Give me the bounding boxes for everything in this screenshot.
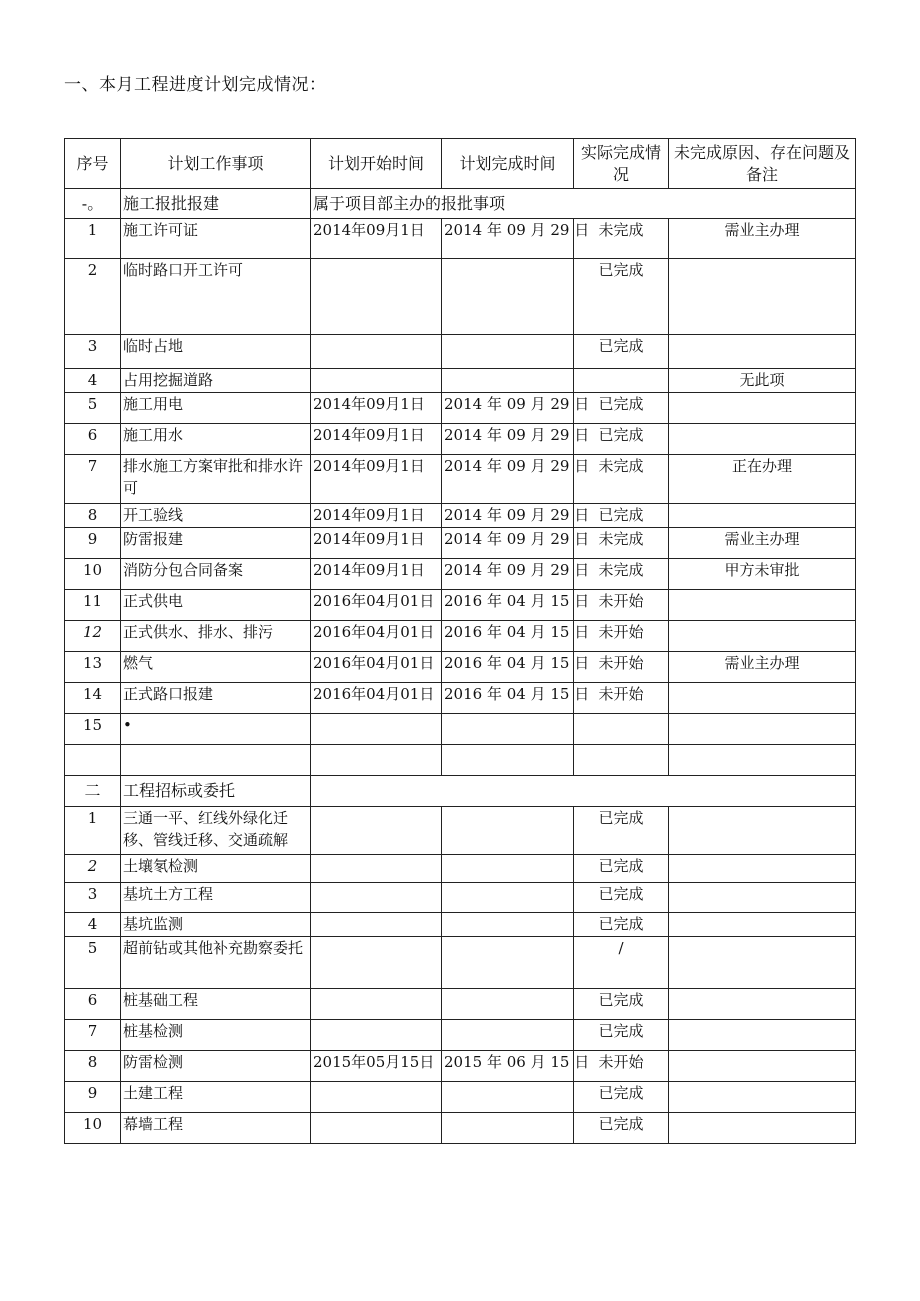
- table-row: [65, 855, 856, 883]
- row-note: [669, 855, 856, 883]
- col-header-note: 未完成原因、存在问题及备注: [669, 139, 856, 189]
- row-start-date: [311, 855, 442, 883]
- row-status: 未开始: [574, 652, 669, 683]
- table-row: [65, 1113, 856, 1144]
- row-item-name: 开工验线: [121, 504, 311, 528]
- row-start-date: 2014年09月1日: [311, 219, 442, 259]
- row-number: 9: [65, 1082, 121, 1113]
- row-number: 11: [65, 590, 121, 621]
- row-status: 已完成: [574, 259, 669, 335]
- row-item-name: 施工许可证: [121, 219, 311, 259]
- row-status: 已完成: [574, 393, 669, 424]
- row-status: 已完成: [574, 504, 669, 528]
- row-note: 正在办理: [669, 455, 856, 504]
- empty-cell: [442, 745, 574, 776]
- row-item-name: 三通一平、红线外绿化迁移、管线迁移、交通疏解: [121, 807, 311, 855]
- row-end-date: 2014 年 09 月 29 日: [442, 559, 574, 590]
- row-end-date: 2014 年 09 月 29 日: [442, 424, 574, 455]
- row-item-name: 防雷检测: [121, 1051, 311, 1082]
- row-note: [669, 393, 856, 424]
- row-note: [669, 424, 856, 455]
- row-item-name: 桩基检测: [121, 1020, 311, 1051]
- row-item-name: 正式供水、排水、排污: [121, 621, 311, 652]
- table-row: [65, 590, 856, 621]
- row-number: 8: [65, 504, 121, 528]
- row-end-date: [442, 989, 574, 1020]
- row-status: 未开始: [574, 683, 669, 714]
- empty-cell: [65, 745, 121, 776]
- row-note: 需业主办理: [669, 652, 856, 683]
- row-item-name: 土壤氡检测: [121, 855, 311, 883]
- row-note: [669, 883, 856, 913]
- row-status: 已完成: [574, 855, 669, 883]
- row-note: [669, 913, 856, 937]
- table-row: [65, 335, 856, 369]
- row-start-date: [311, 714, 442, 745]
- row-status: /: [574, 937, 669, 989]
- row-end-date: [442, 883, 574, 913]
- row-start-date: [311, 807, 442, 855]
- row-status: 未开始: [574, 1051, 669, 1082]
- row-number: 7: [65, 1020, 121, 1051]
- row-number: 14: [65, 683, 121, 714]
- row-end-date: [442, 855, 574, 883]
- table-row: [65, 504, 856, 528]
- row-note: [669, 937, 856, 989]
- row-note: 甲方未审批: [669, 559, 856, 590]
- row-note: [669, 335, 856, 369]
- table-row: [65, 259, 856, 335]
- section2-row: [65, 776, 856, 807]
- empty-cell: [311, 745, 442, 776]
- row-item-name: 超前钻或其他补充勘察委托: [121, 937, 311, 989]
- row-start-date: [311, 1113, 442, 1144]
- row-start-date: 2016年04月01日: [311, 590, 442, 621]
- row-number: 7: [65, 455, 121, 504]
- row-item-name: 基坑土方工程: [121, 883, 311, 913]
- progress-table: [64, 138, 856, 1144]
- row-note: [669, 714, 856, 745]
- row-start-date: [311, 1020, 442, 1051]
- row-end-date: [442, 335, 574, 369]
- empty-cell: [669, 745, 856, 776]
- table-row: [65, 807, 856, 855]
- row-start-date: [311, 259, 442, 335]
- row-status: 已完成: [574, 335, 669, 369]
- header-row: [65, 139, 856, 189]
- row-number: 9: [65, 528, 121, 559]
- row-end-date: 2014 年 09 月 29 日: [442, 504, 574, 528]
- row-item-name: 燃气: [121, 652, 311, 683]
- row-number: 15: [65, 714, 121, 745]
- table-row: [65, 937, 856, 989]
- row-start-date: [311, 989, 442, 1020]
- row-number: 8: [65, 1051, 121, 1082]
- row-item-name: 施工用电: [121, 393, 311, 424]
- row-status: 未完成: [574, 455, 669, 504]
- table-row: [65, 528, 856, 559]
- row-end-date: 2014 年 09 月 29 日: [442, 528, 574, 559]
- row-start-date: [311, 913, 442, 937]
- row-start-date: 2016年04月01日: [311, 621, 442, 652]
- row-number: 4: [65, 913, 121, 937]
- row-number: 1: [65, 807, 121, 855]
- row-end-date: [442, 1082, 574, 1113]
- table-row: [65, 652, 856, 683]
- row-end-date: [442, 1020, 574, 1051]
- row-start-date: 2014年09月1日: [311, 393, 442, 424]
- table-row: [65, 559, 856, 590]
- row-note: [669, 621, 856, 652]
- row-item-name: 排水施工方案审批和排水许可: [121, 455, 311, 504]
- row-number: 6: [65, 424, 121, 455]
- row-start-date: 2014年09月1日: [311, 455, 442, 504]
- row-status: 未开始: [574, 590, 669, 621]
- row-end-date: 2014 年 09 月 29 日: [442, 219, 574, 259]
- row-note: [669, 1113, 856, 1144]
- section-title: 工程招标或委托: [121, 776, 311, 807]
- row-note: [669, 989, 856, 1020]
- row-status: 已完成: [574, 807, 669, 855]
- row-number: 3: [65, 883, 121, 913]
- row-start-date: 2014年09月1日: [311, 559, 442, 590]
- table-row: [65, 455, 856, 504]
- row-end-date: 2015 年 06 月 15 日: [442, 1051, 574, 1082]
- row-item-name: 基坑监测: [121, 913, 311, 937]
- row-end-date: [442, 1113, 574, 1144]
- row-status: 已完成: [574, 1082, 669, 1113]
- row-end-date: 2016 年 04 月 15 日: [442, 590, 574, 621]
- table-row: [65, 714, 856, 745]
- row-number: 10: [65, 559, 121, 590]
- row-note: [669, 1020, 856, 1051]
- col-header-start: 计划开始时间: [311, 139, 442, 189]
- col-header-end: 计划完成时间: [442, 139, 574, 189]
- row-status: 已完成: [574, 989, 669, 1020]
- table-row: [65, 683, 856, 714]
- row-start-date: 2014年09月1日: [311, 504, 442, 528]
- row-status: 已完成: [574, 1020, 669, 1051]
- table-row: [65, 369, 856, 393]
- row-note: 需业主办理: [669, 219, 856, 259]
- row-item-name: 正式路口报建: [121, 683, 311, 714]
- row-item-name: 消防分包合同备案: [121, 559, 311, 590]
- row-item-name: 桩基础工程: [121, 989, 311, 1020]
- row-status: 已完成: [574, 913, 669, 937]
- col-header-no: 序号: [65, 139, 121, 189]
- section-description: 属于项目部主办的报批事项: [311, 189, 856, 219]
- row-start-date: 2014年09月1日: [311, 424, 442, 455]
- table-row: [65, 219, 856, 259]
- row-number: 4: [65, 369, 121, 393]
- row-end-date: [442, 913, 574, 937]
- table-row: [65, 913, 856, 937]
- row-note: 无此项: [669, 369, 856, 393]
- row-number: 1: [65, 219, 121, 259]
- row-status: 已完成: [574, 424, 669, 455]
- section-description: [311, 776, 856, 807]
- col-header-status: 实际完成情况: [574, 139, 669, 189]
- row-number: 5: [65, 393, 121, 424]
- row-end-date: [442, 937, 574, 989]
- row-status: 已完成: [574, 883, 669, 913]
- table-row: [65, 393, 856, 424]
- row-end-date: 2016 年 04 月 15 日: [442, 621, 574, 652]
- row-number: 10: [65, 1113, 121, 1144]
- row-start-date: [311, 335, 442, 369]
- row-number: 6: [65, 989, 121, 1020]
- row-status: 未完成: [574, 528, 669, 559]
- row-note: [669, 1051, 856, 1082]
- row-note: [669, 807, 856, 855]
- row-item-name: •: [121, 714, 311, 745]
- row-status: 未完成: [574, 559, 669, 590]
- table-row: [65, 883, 856, 913]
- row-start-date: 2015年05月15日: [311, 1051, 442, 1082]
- empty-cell: [574, 745, 669, 776]
- section1-row: [65, 189, 856, 219]
- row-end-date: 2016 年 04 月 15 日: [442, 652, 574, 683]
- row-number: 13: [65, 652, 121, 683]
- row-end-date: 2014 年 09 月 29 日: [442, 393, 574, 424]
- row-start-date: [311, 369, 442, 393]
- row-number: 2: [65, 259, 121, 335]
- col-header-item: 计划工作事项: [121, 139, 311, 189]
- table-row: [65, 1051, 856, 1082]
- row-number: 3: [65, 335, 121, 369]
- row-end-date: [442, 714, 574, 745]
- row-item-name: 临时路口开工许可: [121, 259, 311, 335]
- row-item-name: 施工用水: [121, 424, 311, 455]
- row-note: [669, 504, 856, 528]
- row-start-date: [311, 1082, 442, 1113]
- row-item-name: 临时占地: [121, 335, 311, 369]
- row-status: 未完成: [574, 219, 669, 259]
- row-note: [669, 259, 856, 335]
- section-title: 施工报批报建: [121, 189, 311, 219]
- row-start-date: [311, 937, 442, 989]
- section-number: 二: [65, 776, 121, 807]
- row-end-date: [442, 259, 574, 335]
- row-start-date: 2016年04月01日: [311, 652, 442, 683]
- empty-row: [65, 745, 856, 776]
- table-row: [65, 424, 856, 455]
- row-end-date: 2016 年 04 月 15 日: [442, 683, 574, 714]
- row-start-date: 2016年04月01日: [311, 683, 442, 714]
- table-row: [65, 621, 856, 652]
- row-status: 未开始: [574, 621, 669, 652]
- row-item-name: 正式供电: [121, 590, 311, 621]
- table-row: [65, 989, 856, 1020]
- row-end-date: [442, 369, 574, 393]
- row-status: [574, 369, 669, 393]
- section-number: -。: [65, 189, 121, 219]
- table-row: [65, 1020, 856, 1051]
- row-end-date: [442, 807, 574, 855]
- row-note: [669, 683, 856, 714]
- row-item-name: 防雷报建: [121, 528, 311, 559]
- row-number: 12: [65, 621, 121, 652]
- row-number: 2: [65, 855, 121, 883]
- row-end-date: 2014 年 09 月 29 日: [442, 455, 574, 504]
- row-status: [574, 714, 669, 745]
- table-row: [65, 1082, 856, 1113]
- row-item-name: 土建工程: [121, 1082, 311, 1113]
- row-status: 已完成: [574, 1113, 669, 1144]
- row-start-date: [311, 883, 442, 913]
- row-start-date: 2014年09月1日: [311, 528, 442, 559]
- row-note: 需业主办理: [669, 528, 856, 559]
- row-item-name: 幕墙工程: [121, 1113, 311, 1144]
- row-note: [669, 1082, 856, 1113]
- row-note: [669, 590, 856, 621]
- empty-cell: [121, 745, 311, 776]
- row-item-name: 占用挖掘道路: [121, 369, 311, 393]
- row-number: 5: [65, 937, 121, 989]
- section-heading: 一、本月工程进度计划完成情况：: [64, 75, 327, 95]
